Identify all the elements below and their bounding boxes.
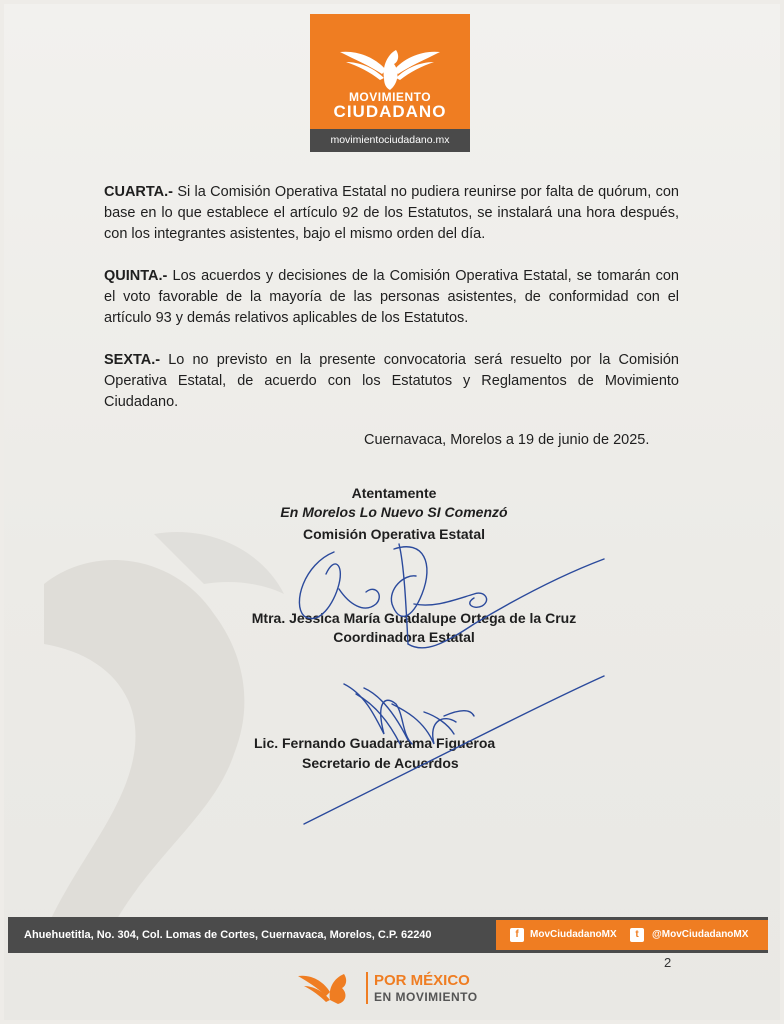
clause-quinta (104, 266, 679, 329)
logo-url: movimientociudadano.mx (310, 129, 470, 152)
closing-motto: En Morelos Lo Nuevo SI Comenzó (280, 504, 508, 520)
bottom-logo-line-2: EN MOVIMIENTO (374, 990, 478, 1004)
eagle-small-icon (296, 970, 362, 1006)
signatory-1-name: Mtra. Jessica María Guadalupe Ortega de la Cruz (251, 610, 577, 626)
signatory-1-role: Coordinadora Estatal (333, 629, 475, 645)
twitter-handle[interactable]: @MovCiudadanoMX (652, 929, 749, 940)
signatory-2-name: Lic. Fernando Guadarrama Figueroa (254, 735, 496, 751)
eagle-logo-icon (338, 44, 442, 94)
logo-orange-block (310, 14, 470, 129)
clause-label: CUARTA.- (104, 184, 173, 200)
clause-sexta (104, 350, 679, 413)
bottom-logo-divider (366, 972, 368, 1004)
footer-address: Ahuehuetitla, No. 304, Col. Lomas de Cortes, Cuernavaca, Morelos, C.P. 62240 (24, 929, 432, 941)
bottom-logo (296, 968, 496, 1010)
signatory-2-role: Secretario de Acuerdos (302, 755, 459, 771)
clause-text: Si la Comisión Operativa Estatal no pudiera reunirse por falta de quórum, con base en lo que establece el artículo 92 de los Estatutos, se instalará una hora después, con los integrantes asistentes, bajo el mismo orden del día. (104, 184, 679, 242)
facebook-handle[interactable]: MovCiudadanoMX (530, 929, 617, 940)
clause-text: Lo no previsto en la presente convocatoria será resuelto por la Comisión Operativa Estatal, de acuerdo con los Estatutos y Reglamentos de Movimiento Ciudadano. (104, 352, 679, 410)
place-date: Cuernavaca, Morelos a 19 de junio de 2025. (364, 432, 650, 448)
document-page (4, 4, 780, 1020)
logo-line-1: MOVIMIENTO (348, 90, 432, 104)
bottom-logo-line-1: POR MÉXICO (374, 972, 470, 989)
closing-greeting: Atentamente (351, 485, 437, 501)
movimiento-ciudadano-logo (310, 14, 470, 152)
footer-social (496, 920, 768, 950)
twitter-icon[interactable]: t (630, 928, 644, 942)
footer-bar (8, 917, 768, 953)
clause-cuarta (104, 182, 679, 245)
eagle-watermark-icon (4, 524, 364, 944)
facebook-icon[interactable]: f (510, 928, 524, 942)
clause-label: SEXTA.- (104, 352, 161, 368)
clause-label: QUINTA.- (104, 268, 168, 284)
page-number: 2 (664, 955, 672, 970)
logo-line-2: CIUDADANO (333, 102, 447, 121)
closing-body: Comisión Operativa Estatal (302, 526, 486, 542)
clause-text: Los acuerdos y decisiones de la Comisión Operativa Estatal, se tomarán con el voto favorable de la mayoría de las personas asistentes, de conformidad con el artículo 93 y demás relativos aplicables de los Estatutos. (104, 268, 679, 326)
